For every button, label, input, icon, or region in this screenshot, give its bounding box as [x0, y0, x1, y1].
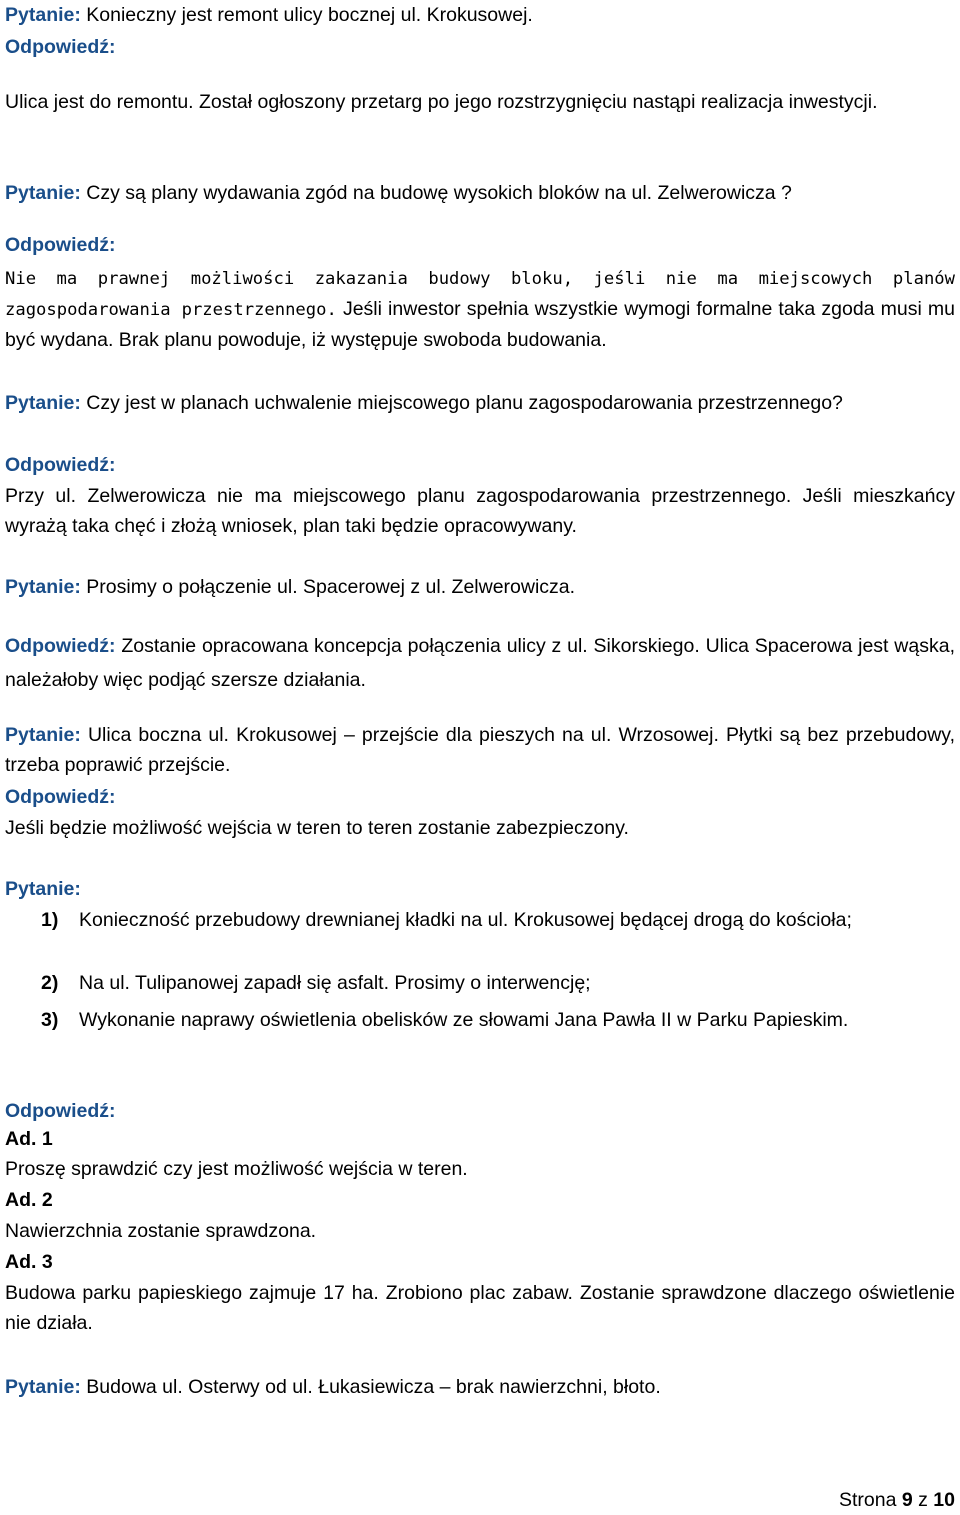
- answer-label: Odpowiedź:: [5, 36, 116, 58]
- list-item-2: [41, 968, 955, 998]
- question-text: Czy są plany wydawania zgód na budowę wysokich bloków na ul. Zelwerowicza ?: [86, 182, 792, 204]
- ad-2-label: Ad. 2: [5, 1189, 53, 1211]
- footer-page-total: 10: [933, 1489, 955, 1511]
- ad-1-text: Proszę sprawdzić czy jest możliwość wejścia w teren.: [5, 1158, 468, 1180]
- list-number: 3): [41, 1009, 59, 1031]
- answer-text: Zostanie opracowana koncepcja połączenia ulicy z ul. Sikorskiego. Ulica Spacerowa jest wąska, należałoby więc podjąć szersze działania.: [5, 635, 955, 691]
- list-number: 1): [41, 909, 59, 931]
- answer-label-6: [5, 1096, 955, 1126]
- answer-label-5: [5, 782, 955, 812]
- footer-of: z: [912, 1489, 934, 1511]
- answer-text-2-rest: [5, 294, 955, 355]
- list-item-1: [41, 905, 955, 935]
- question-6-label: [5, 874, 955, 904]
- answer-label: Odpowiedź:: [5, 1100, 116, 1122]
- list-text: Na ul. Tulipanowej zapadł się asfalt. Prosimy o interwencję;: [79, 972, 591, 994]
- ad-3-label: Ad. 3: [5, 1251, 53, 1273]
- question-label: Pytanie:: [5, 1376, 81, 1398]
- answer-text-3: Przy ul. Zelwerowicza nie ma miejscowego planu zagospodarowania przestrzennego. Jeśli mieszkańcy wyrażą taka chęć i złożą wniosek, plan taki będzie opracowywany.: [5, 485, 955, 537]
- page-footer: [839, 1485, 955, 1509]
- answer-text-2-mono: zagospodarowania przestrzennego.: [5, 300, 337, 320]
- ad-2-text: Nawierzchnia zostanie sprawdzona.: [5, 1220, 317, 1242]
- question-3: [5, 388, 955, 418]
- question-2: [5, 178, 955, 208]
- answer-label-2: [5, 230, 955, 260]
- ad-1-label: Ad. 1: [5, 1128, 53, 1150]
- question-label: Pytanie:: [5, 182, 81, 204]
- question-label: Pytanie:: [5, 576, 81, 598]
- answer-text-2-line1: Nie ma prawnej możliwości zakazania budowy bloku, jeśli nie ma miejscowych planów: [5, 269, 955, 289]
- list-item-3: [41, 1003, 955, 1037]
- question-text: Budowa ul. Osterwy od ul. Łukasiewicza – brak nawierzchni, błoto.: [86, 1376, 661, 1398]
- answer-text-1: Ulica jest do remontu. Został ogłoszony przetarg po jego rozstrzygnięciu nastąpi realizacja inwestycji.: [5, 91, 878, 113]
- list-text: Konieczność przebudowy drewnianej kładki na ul. Krokusowej będącej drogą do kościoła;: [79, 909, 852, 931]
- footer-page-number: 9: [901, 1489, 913, 1511]
- answer-label-3: [5, 450, 955, 480]
- question-7: [5, 1372, 955, 1402]
- question-text: Prosimy o połączenie ul. Spacerowej z ul. Zelwerowicza.: [86, 576, 576, 598]
- answer-label: Odpowiedź:: [5, 454, 116, 476]
- question-label: Pytanie:: [5, 724, 81, 746]
- list-number: 2): [41, 972, 59, 994]
- answer-label-1: [5, 32, 955, 62]
- question-5: [5, 720, 955, 780]
- ad-3-text: Budowa parku papieskiego zajmuje 17 ha. Zrobiono plac zabaw. Zostanie sprawdzone dlaczego oświetlenie nie działa.: [5, 1282, 955, 1334]
- answer-4: [5, 629, 955, 697]
- question-label: Pytanie:: [5, 392, 81, 414]
- question-text: Czy jest w planach uchwalenie miejscowego planu zagospodarowania przestrzennego?: [86, 392, 843, 414]
- answer-text-5: Jeśli będzie możliwość wejścia w teren to teren zostanie zabezpieczony.: [5, 817, 629, 839]
- question-label: Pytanie:: [5, 4, 81, 26]
- question-1: [5, 0, 955, 30]
- answer-label: Odpowiedź:: [5, 234, 116, 256]
- list-text: Wykonanie naprawy oświetlenia obelisków ze słowami Jana Pawła II w Parku Papieskim.: [79, 1009, 849, 1031]
- footer-prefix: Strona: [838, 1489, 902, 1511]
- answer-label: Odpowiedź:: [5, 635, 116, 657]
- document-page: [5, 0, 955, 1509]
- answer-label: Odpowiedź:: [5, 786, 116, 808]
- question-4: [5, 572, 955, 602]
- question-text: Konieczny jest remont ulicy bocznej ul. Krokusowej.: [86, 4, 533, 26]
- answer-text-2-body: Jeśli inwestor spełnia wszystkie wymogi formalne taka zgoda musi mu być wydana. Brak planu powoduje, iż występuje swoboda budowania.: [5, 298, 955, 351]
- question-label: Pytanie:: [5, 878, 81, 900]
- question-text: Ulica boczna ul. Krokusowej – przejście dla pieszych na ul. Wrzosowej. Płytki są bez przebudowy, trzeba poprawić przejście.: [5, 724, 956, 776]
